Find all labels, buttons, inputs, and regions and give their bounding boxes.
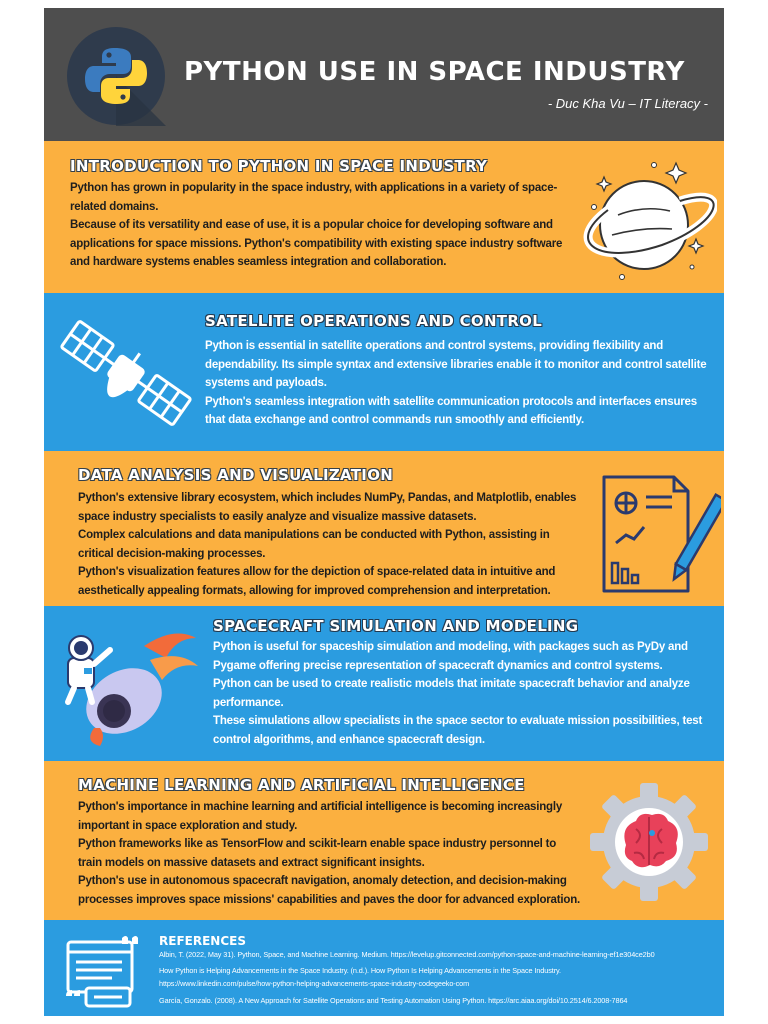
section-machine-learning [44, 761, 724, 920]
paragraph: Python's importance in machine learning and artificial intelligence is becoming increasingly important in space exploration and study. [78, 801, 563, 832]
section-body [78, 489, 583, 600]
paragraph: Python's visualization features allow for the depiction of space-related data in intuitive and aesthetically appealing formats, allowing for improved comprehension and interpretation. [78, 566, 556, 597]
satellite-icon [56, 311, 196, 436]
browser-quote-icon [62, 932, 152, 1010]
paragraph: Python is useful for spaceship simulation and modeling, with packages such as PyDy and Pygame offering precise representation of spacecraft dynamics and control systems. [213, 641, 688, 672]
paragraph: Python frameworks like as TensorFlow and scikit-learn enable space industry personnel to train models on massive datasets and extract significant insights. [78, 838, 557, 869]
references-title: REFERENCES [159, 934, 246, 948]
page-title: PYTHON USE IN SPACE INDUSTRY [184, 57, 685, 87]
section-references [44, 920, 724, 1016]
section-body [213, 638, 718, 749]
section-title: MACHINE LEARNING AND ARTIFICIAL INTELLIGENCE [78, 776, 525, 794]
section-title: SPACECRAFT SIMULATION AND MODELING [213, 617, 579, 635]
section-satellite-operations [44, 293, 724, 451]
section-title: INTRODUCTION TO PYTHON IN SPACE INDUSTRY [70, 157, 488, 175]
section-data-analysis [44, 451, 724, 606]
section-spacecraft-simulation [44, 606, 724, 761]
section-title: DATA ANALYSIS AND VISUALIZATION [78, 466, 394, 484]
paragraph: These simulations allow specialists in the space sector to evaluate mission possibilities, test control algorithms, and enhance spacecraft design. [213, 715, 703, 746]
section-body [205, 337, 717, 430]
paragraph: Python can be used to create realistic models that imitate spacecraft behavior and analyze performance. [213, 678, 690, 709]
brain-gear-icon [584, 777, 714, 907]
paragraph: Python's use in autonomous spacecraft navigation, anomaly detection, and decision-making processes improves space missions' capabilities and paves the door for advanced exploration. [78, 875, 581, 906]
astronaut-rocket-icon [54, 616, 204, 751]
planet-icon [572, 155, 717, 285]
section-body [70, 179, 565, 272]
paragraph: Python has grown in popularity in the space industry, with applications in a variety of space-related domains. [70, 182, 558, 213]
paragraph: Complex calculations and data manipulations can be conducted with Python, assisting in critical decision-making processes. [78, 529, 550, 560]
reference-item: Albin, T. (2022, May 31). Python, Space, and Machine Learning. Medium. https://levelup.gitconnected.com/python-space-and-machine-learning-ef1e304ce2b0 [159, 950, 655, 959]
paragraph: Python is essential in satellite operations and control systems, providing flexibility and dependability. Its simple syntax and extensive libraries enable it to monitor and control satellite systems and payloads. [205, 340, 707, 389]
section-title: SATELLITE OPERATIONS AND CONTROL [205, 312, 543, 330]
paragraph: Python's seamless integration with satellite communication protocols and interfaces ensures that data exchange and control commands run smoothly and efficiently. [205, 395, 697, 426]
header [44, 8, 724, 141]
reference-item: https://www.linkedin.com/pulse/how-python-helping-advancements-space-industry-codegeeko-com [159, 979, 470, 988]
reference-item: García, Gonzalo. (2008). A New Approach for Satellite Operations and Testing Automation Using Python. https://arc.aiaa.org/doi/10.2514/6.2008-7864 [159, 996, 628, 1005]
section-body [78, 798, 583, 909]
paragraph: Because of its versatility and ease of use, it is a popular choice for developing software and applications for space missions. Python's compatibility with existing space industry software and hardware systems enables seamless integration and collaboration. [70, 219, 563, 268]
paragraph: Python's extensive library ecosystem, which includes NumPy, Pandas, and Matplotlib, enables space industry specialists to easily analyze and visualize massive datasets. [78, 492, 577, 523]
python-logo-icon [66, 26, 166, 126]
reference-item: How Python is Helping Advancements in the Space Industry. (n.d.). How Python Is Helping Advancements in the Space Industry. [159, 966, 561, 975]
report-document-icon [596, 471, 721, 597]
infographic-poster [44, 8, 724, 1016]
section-introduction [44, 141, 724, 293]
author-subtitle: - Duc Kha Vu – IT Literacy - [547, 96, 708, 111]
